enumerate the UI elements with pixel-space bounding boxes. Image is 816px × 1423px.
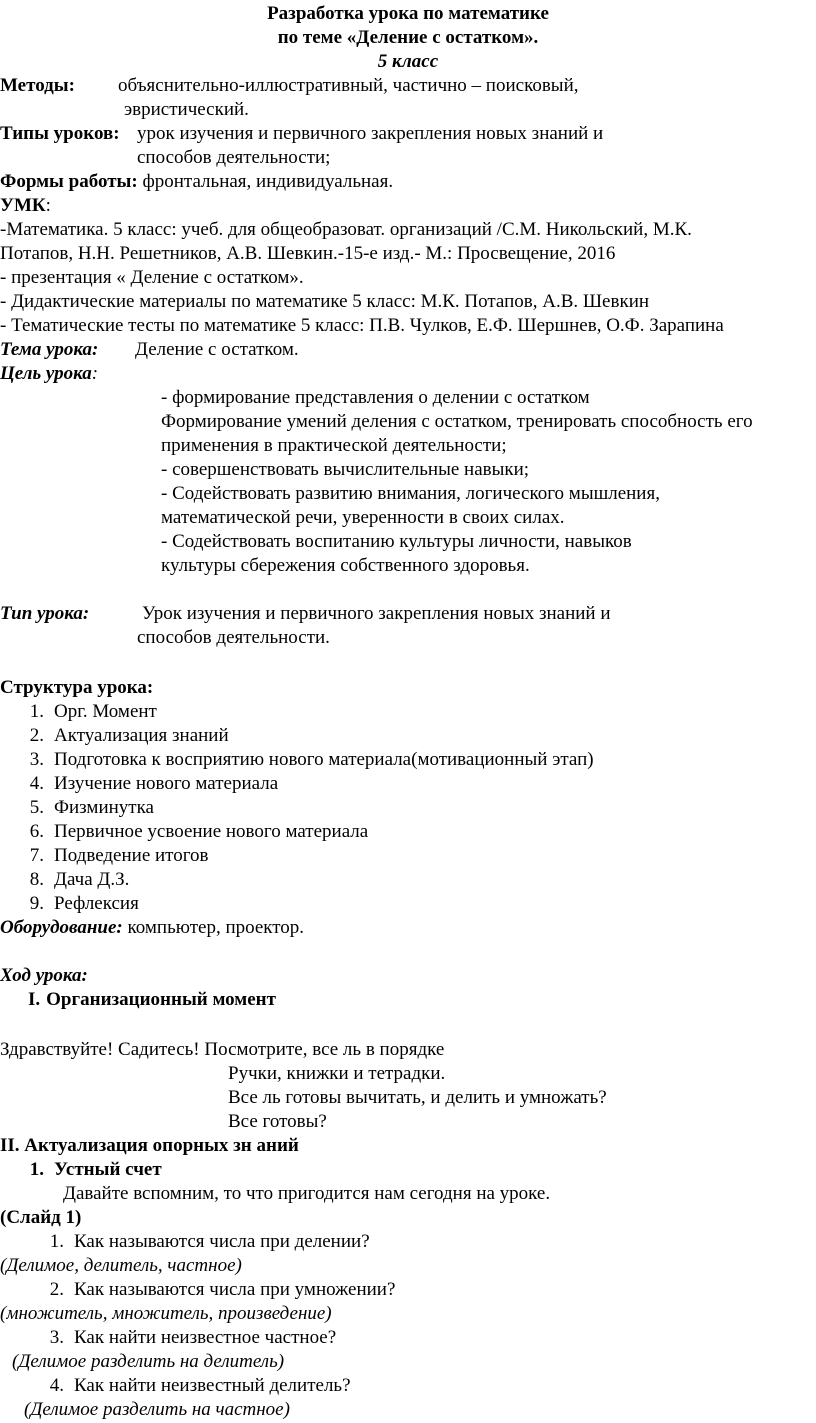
answer-text: (Делимое, делитель, частное) [0,1255,242,1276]
question-item: 2. Как называются числа при умножении? [49,1279,396,1300]
equipment-label: Оборудование: [0,917,123,938]
topic-value: Деление с остатком. [135,339,299,360]
goal-label: Цель урока [0,363,92,384]
lesson-types-label: Типы уроков: [0,123,120,144]
umk-colon: : [45,195,51,216]
goal-line: культуры сбережения собственного здоровья. [161,555,530,576]
goal-colon: : [91,363,99,384]
section-1-heading: I. Организационный момент [28,989,276,1010]
answer-text: (Делимое разделить на делитель) [12,1351,285,1372]
methods-line-1: объяснительно-иллюстративный, частично – поисковый, [118,75,579,96]
structure-item: 8. Дача Д.З. [29,869,130,890]
work-forms-label: Формы работы: [0,171,138,192]
equipment-row [0,916,304,940]
title-grade: 5 класс [377,51,439,72]
lesson-type-label: Тип урока: [0,603,90,624]
umk-heading [0,194,51,218]
goal-line: - Содействовать воспитанию культуры личности, навыков [161,531,632,552]
structure-item: 5. Физминутка [29,797,154,818]
goal-line: применения в практической деятельности; [161,435,507,456]
section-2-heading: II. Актуализация опорных зн аний [0,1135,299,1156]
lesson-type-line-2: способов деятельности. [137,627,330,648]
equipment-value: компьютер, проектор. [127,917,305,938]
work-forms-row [0,170,393,194]
course-label: Ход урока: [0,965,88,986]
lesson-type-line-1: Урок изучения и первичного закрепления новых знаний и [142,603,611,624]
goal-line: - формирование представления о делении с остатком [161,387,590,408]
structure-item: 9. Рефлексия [29,893,139,914]
structure-item: 3. Подготовка к восприятию нового материала(мотивационный этап) [29,749,594,770]
umk-line: -Математика. 5 класс: учеб. для общеобразоват. организаций /С.М. Никольский, М.К. [0,219,692,240]
greeting-line: Ручки, книжки и тетрадки. [228,1063,446,1084]
umk-line: - Дидактические материалы по математике 5 класс: М.К. Потапов, А.В. Шевкин [0,291,650,312]
question-item: 4. Как найти неизвестный делитель? [49,1375,351,1396]
work-forms-value: фронтальная, индивидуальная. [142,171,394,192]
structure-item: 4. Изучение нового материала [29,773,279,794]
goal-line: - Содействовать развитию внимания, логического мышления, [161,483,660,504]
intro-text: Давайте вспомним, то что пригодится нам сегодня на уроке. [63,1183,551,1204]
subsection-1-heading: 1. Устный счет [29,1159,162,1180]
greeting-line: Все готовы? [228,1111,327,1132]
slide-label: (Слайд 1) [0,1207,82,1228]
structure-item: 7. Подведение итогов [29,845,209,866]
goal-line: математической речи, уверенности в своих силах. [161,507,565,528]
answer-text: (множитель, множитель, произведение) [0,1303,332,1324]
lesson-types-line-2: способов деятельности; [137,147,331,168]
title-line-2: по теме «Деление с остатком». [277,27,539,48]
methods-label: Методы: [0,75,75,96]
greeting-line: Все ль готовы вычитать, и делить и умножать? [228,1087,607,1108]
title-line-1: Разработка урока по математике [267,3,549,24]
greeting-line: Здравствуйте! Садитесь! Посмотрите, все ль в порядке [0,1039,445,1060]
topic-label: Тема урока: [0,339,99,360]
umk-label: УМК [0,195,46,216]
goal-line: - совершенствовать вычислительные навыки; [161,459,530,480]
methods-line-2: эвристический. [124,99,249,120]
structure-item: 6. Первичное усвоение нового материала [29,821,369,842]
question-item: 3. Как найти неизвестное частное? [49,1327,337,1348]
goal-line: Формирование умений деления с остатком, тренировать способность его [161,411,753,432]
structure-label: Структура урока: [0,677,154,698]
question-item: 1. Как называются числа при делении? [49,1231,370,1252]
umk-line: Потапов, Н.Н. Решетников, А.В. Шевкин.-15-е изд.- М.: Просвещение, 2016 [0,243,616,264]
structure-item: 1. Орг. Момент [29,701,157,722]
umk-line: - презентация « Деление с остатком». [0,267,304,288]
lesson-types-line-1: урок изучения и первичного закрепления новых знаний и [137,123,604,144]
goal-heading [0,362,98,386]
umk-line: - Тематические тесты по математике 5 класс: П.В. Чулков, Е.Ф. Шершнев, О.Ф. Зарапина [0,315,724,336]
structure-item: 2. Актуализация знаний [29,725,229,746]
answer-text: (Делимое разделить на частное) [24,1399,290,1420]
